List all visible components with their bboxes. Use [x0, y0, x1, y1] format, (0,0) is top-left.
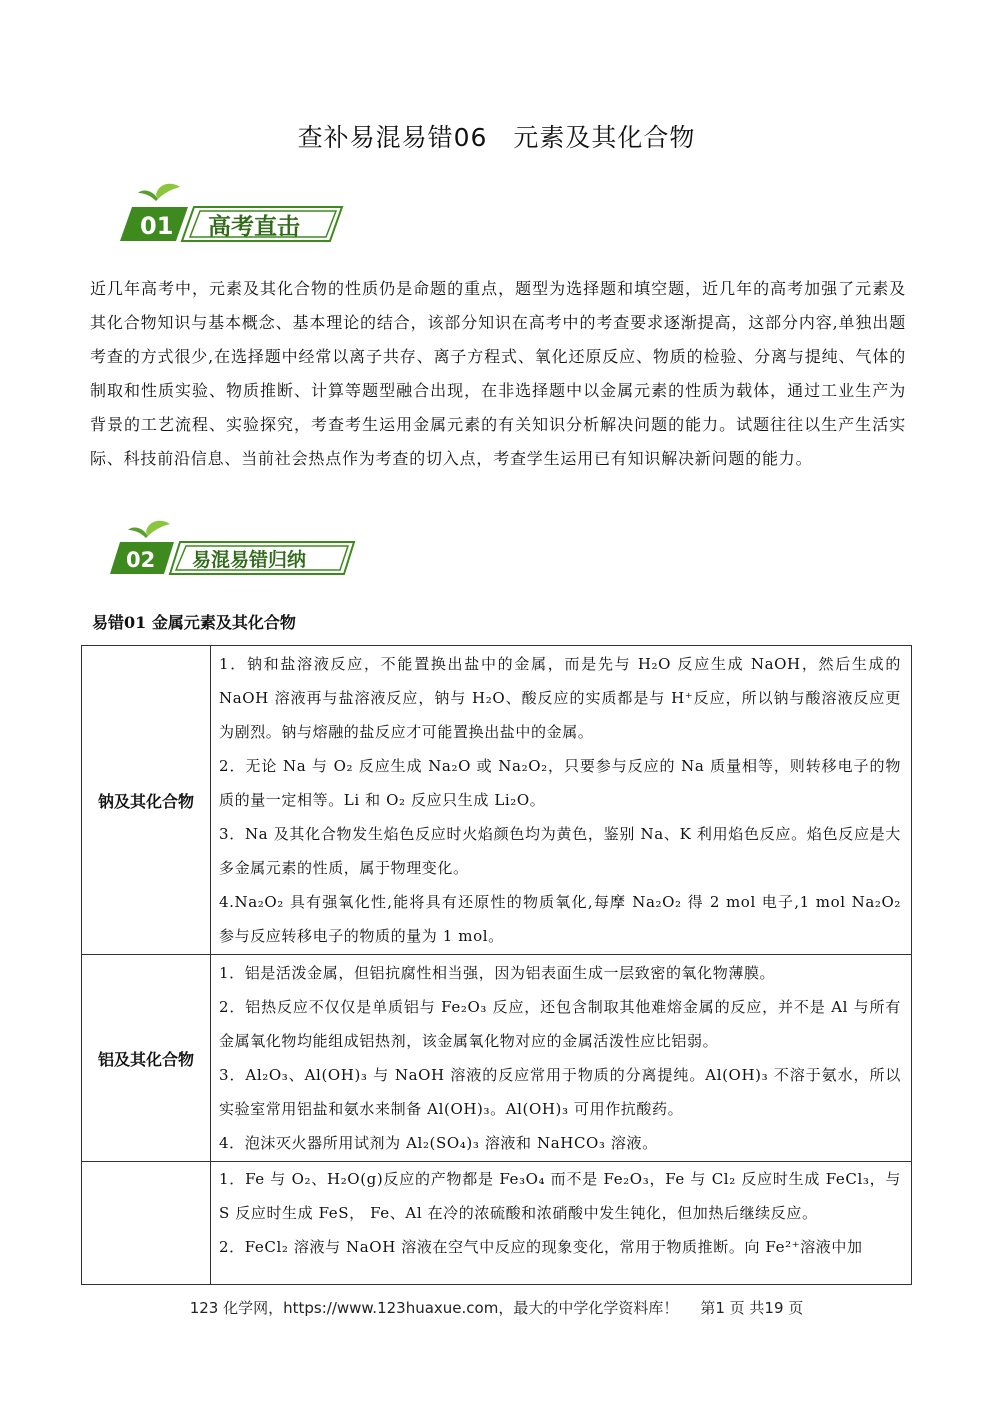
list-item: 2．FeCl₂ 溶液与 NaOH 溶液在空气中反应的现象变化，常用于物质推断。向 Fe²⁺溶液中加 [219, 1238, 863, 1256]
page-footer [0, 1297, 993, 1318]
category-cell: 钠及其化合物 [82, 646, 211, 955]
table-row [82, 646, 912, 955]
intro-paragraph [90, 272, 906, 476]
footer-text: 123 化学网，https://www.123huaxue.com，最大的中学化学资料库！ [189, 1299, 679, 1317]
list-item: 1．Fe 与 O₂、H₂O(g)反应的产物都是 Fe₃O₄ 而不是 Fe₂O₃，Fe 与 Cl₂ 反应时生成 FeCl₃，与 S 反应时生成 FeS， Fe、Al 在冷的浓硫酸和浓硝酸中发生钝化，但加热后继续反应。 [219, 1170, 901, 1222]
list-item: 2．铝热反应不仅仅是单质铝与 Fe₂O₃ 反应，还包含制取其他难熔金属的反应，并不是 Al 与所有金属氧化物均能组成铝热剂，该金属氧化物对应的金属活泼性应比铝弱。 [219, 998, 901, 1050]
section-number: 02 [126, 548, 156, 572]
list-item: 1．铝是活泼金属，但铝抗腐性相当强，因为铝表面生成一层致密的氧化物薄膜。 [219, 964, 776, 982]
category-cell: 铝及其化合物 [82, 955, 211, 1162]
table-row [82, 955, 912, 1162]
content-cell [211, 955, 912, 1162]
page-title: 查补易混易错06 元素及其化合物 [297, 123, 696, 152]
leaf-badge-icon [118, 183, 344, 245]
leaf-badge-icon [108, 520, 356, 578]
list-item: 4.Na₂O₂ 具有强氧化性,能将具有还原性的物质氧化,每摩 Na₂O₂ 得 2 mol 电子,1 mol Na₂O₂ 参与反应转移电子的物质的量为 1 mol。 [219, 893, 901, 945]
intro-text: 近几年高考中，元素及其化合物的性质仍是命题的重点，题型为选择题和填空题，近几年的高考加强了元素及其化合物知识与基本概念、基本理论的结合，该部分知识在高考中的考查要求逐渐提高，这部分内容,单独出题考查的方式很少,在选择题中经常以离子共存、离子方程式、氧化还原反应、物质的检验、分离与提纯、气体的制取和性质实验、物质推断、计算等题型融合出现，在非选择题中以金属元素的性质为载体，通过工业生产为背景的工艺流程、实验探究，考查考生运用金属元素的有关知识分析解决问题的能力。试题往往以生产生活实际、科技前沿信息、当前社会热点作为考查的切入点，考查学生运用已有知识解决新问题的能力。 [90, 279, 906, 468]
table-row [82, 1162, 912, 1285]
list-item: 1．钠和盐溶液反应，不能置换出盐中的金属，而是先与 H₂O 反应生成 NaOH，然后生成的 NaOH 溶液再与盐溶液反应，钠与 H₂O、酸反应的实质都是与 H⁺反应，所以钠与酸溶液反应更为剧烈。钠与熔融的盐反应才可能置换出盐中的金属。 [219, 655, 901, 741]
section-badge-01 [118, 183, 344, 245]
section-badge-02 [108, 520, 356, 578]
section-number: 01 [140, 212, 174, 240]
section-label: 易混易错归纳 [192, 549, 307, 571]
subheading: 易错01 金属元素及其化合物 [92, 613, 296, 632]
summary-table [81, 645, 912, 1285]
list-item: 2．无论 Na 与 O₂ 反应生成 Na₂O 或 Na₂O₂，只要参与反应的 Na 质量相等，则转移电子的物质的量一定相等。Li 和 O₂ 反应只生成 Li₂O。 [219, 757, 901, 809]
content-cell [211, 646, 912, 955]
list-item: 3．Al₂O₃、Al(OH)₃ 与 NaOH 溶液的反应常用于物质的分离提纯。Al(OH)₃ 不溶于氨水，所以实验室常用铝盐和氨水来制备 Al(OH)₃。Al(OH)₃ 可用作抗酸药。 [219, 1066, 901, 1118]
list-item: 4．泡沫灭火器所用试剂为 Al₂(SO₄)₃ 溶液和 NaHCO₃ 溶液。 [219, 1134, 658, 1152]
list-item: 3．Na 及其化合物发生焰色反应时火焰颜色均为黄色，鉴别 Na、K 利用焰色反应。焰色反应是大多金属元素的性质，属于物理变化。 [219, 825, 901, 877]
section-label: 高考直击 [208, 214, 300, 240]
category-cell [82, 1162, 211, 1285]
page-number: 第1 页 共19 页 [700, 1299, 804, 1317]
content-cell [211, 1162, 912, 1285]
